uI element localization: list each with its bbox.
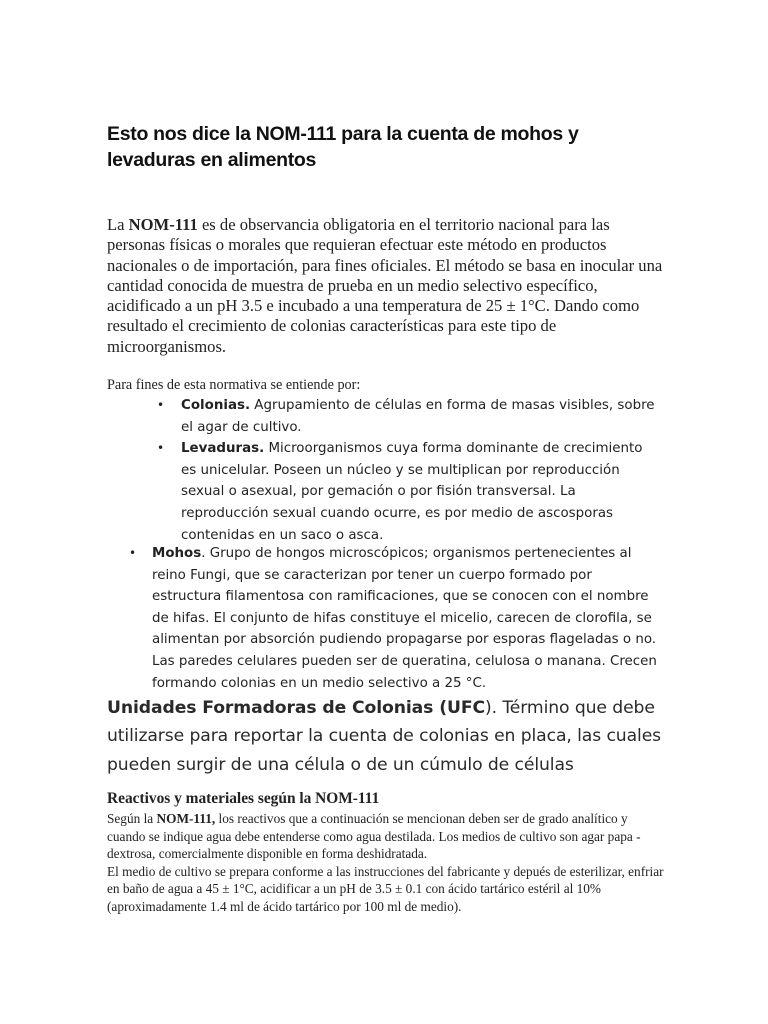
definition-term: Levaduras. — [181, 441, 265, 457]
list-item — [157, 438, 659, 546]
definition-term: Mohos — [152, 546, 202, 561]
definitions-lead: Para fines de esta normativa se entiende por: — [107, 377, 361, 393]
section-paragraph-1 — [107, 810, 667, 863]
section-paragraph-2: El medio de cultivo se prepara conforme a las instrucciones del fabricante y depués de esterilizar, enfriar en baño de agua a 45 ± 1°C, acidificar a un pH de 3.5 ± 0.1 con ácido tartárico estéril al 10% (aproximadamente 1.4 ml de ácido tartárico por 100 ml de medio). — [107, 863, 664, 914]
definition-text: Microorganismos cuya forma dominante de crecimiento es unicelular. Poseen un núcleo y se multiplican por reproducción sexual o asexual, por gemación o por fisión transversal. La reproducción sexual cuando ocurre, es por medio de ascosporas contenidas en un saco o asca. — [181, 441, 643, 543]
list-item — [129, 543, 662, 694]
section-title: Reactivos y materiales según la NOM-111 — [107, 790, 380, 807]
definitions-list-outer — [129, 543, 662, 694]
intro-text: es de observancia obligatoria en el territorio nacional para las personas físicas o morales que requieran efectuar este método en productos nacionales o de importación, para fines oficiales. El método se basa en inocular una cantidad conocida de muestra de prueba en un medio selectivo específico, acidificado a un pH 3.5 e incubado a una temperatura de 25 ± 1°C. Dando como resultado el crecimiento de colonias características para este tipo de microorganismos. — [107, 215, 663, 356]
ufc-term: Unidades Formadoras de Colonias ( — [107, 698, 447, 718]
bullet-icon: • — [157, 441, 165, 456]
intro-term: NOM-111 — [128, 215, 198, 234]
bullet-icon: • — [157, 398, 165, 412]
definition-term: Colonias. — [181, 398, 251, 413]
intro-paragraph — [107, 215, 667, 357]
definitions-list-inner — [157, 395, 659, 546]
bullet-icon: • — [129, 546, 137, 560]
list-item — [157, 395, 659, 438]
section-body — [107, 810, 667, 916]
section-p1-lead: Según la — [107, 811, 157, 826]
page-title: Esto nos dice la NOM-111 para la cuenta de mohos y levaduras en alimentos — [107, 123, 579, 171]
section-p1-term: NOM-111, — [156, 811, 216, 826]
section-p1-text: los reactivos que a continuación se mencionan deben ser de grado analítico y cuando se indique agua debe entenderse como agua destilada. Los medios de cultivo son agar papa - dextrosa, comercialmente disponible en forma deshidratada. — [107, 811, 641, 862]
ufc-text: ). Término que debe utilizarse para reportar la cuenta de colonias en placa, las cuales pueden surgir de una célula o de un cúmulo de células — [107, 698, 662, 775]
intro-lead: La — [107, 215, 129, 234]
definition-text: . Grupo de hongos microscópicos; organismos pertenecientes al reino Fungi, que se caracterizan por tener un cuerpo formado por estructura filamentosa con ramificaciones, que se conocen con el nombre de hifas. El conjunto de hifas constituye el micelio, carecen de clorofila, se alimentan por absorción pudiendo propagarse por esporas flageladas o no. Las paredes celulares pueden ser de queratina, celulosa o manana. Crecen formando colonias en un medio selectivo a 25 °C. — [152, 546, 657, 691]
ufc-paragraph — [107, 694, 667, 779]
definition-text: Agrupamiento de células en forma de masas visibles, sobre el agar de cultivo. — [181, 398, 655, 435]
ufc-abbr: UFC — [446, 698, 485, 718]
